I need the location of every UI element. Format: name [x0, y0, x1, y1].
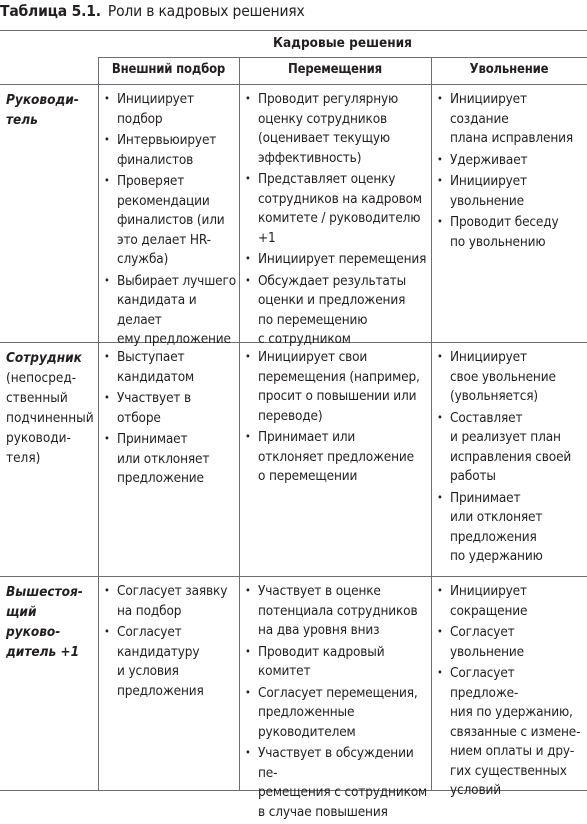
role-name: Сотрудник: [6, 350, 82, 366]
bullet-icon: •: [245, 273, 251, 287]
bullet-icon: •: [437, 490, 443, 504]
role-cell: [6, 90, 94, 130]
bullet-icon: •: [104, 584, 110, 597]
list-item-text: Согласует предложе- ния по удержанию, связанные с измене- нием оплаты и дру- гих существенных условий: [450, 665, 581, 798]
list-item: [103, 430, 236, 489]
list-item-text: Интервьюирует финалистов: [117, 132, 217, 168]
list-item: [436, 90, 584, 149]
list-item: [244, 582, 428, 641]
table-number: Таблица 5.1.: [0, 2, 101, 20]
list-item: [436, 489, 584, 567]
table-cell: [436, 90, 584, 254]
role-cell: [6, 582, 94, 662]
list-item-text: Инициирует сокращение: [450, 583, 528, 619]
role-cell: [6, 348, 94, 468]
table-cell: [103, 90, 236, 352]
list-item-text: Инициирует увольнение: [450, 173, 527, 209]
bullet-icon: •: [245, 92, 251, 105]
list-item: [436, 213, 584, 252]
list-item-text: Инициирует перемещения: [258, 251, 427, 267]
list-item-text: Участвует в оценке потенциала сотрудников на два уровня вниз: [258, 583, 418, 638]
list-item: [244, 90, 428, 168]
list-item-text: Проверяет рекомендации финалистов (или это делает HR- служба): [117, 173, 225, 267]
bullet-icon: •: [104, 92, 110, 105]
list-item-text: Согласует заявку на подбор: [117, 583, 228, 619]
bullet-icon: •: [104, 174, 110, 187]
list-item: [103, 172, 236, 270]
table-cell: [244, 90, 428, 352]
row-divider: [0, 576, 587, 577]
bullet-icon: •: [245, 584, 251, 597]
list-item: [103, 272, 236, 350]
list-item: [103, 348, 236, 387]
column-header-bottom-rule: [0, 84, 587, 85]
list-item: [103, 131, 236, 170]
list-item-text: Проводит регулярную оценку сотрудников (оценивает текущую эффективность): [258, 91, 399, 166]
list-item: [244, 170, 428, 248]
list-item-text: Инициирует свои перемещения (например, просит о повышении или переводе): [258, 349, 420, 424]
list-item-text: Представляет оценку сотрудников на кадровом комитете / руководителю +1: [258, 171, 422, 246]
list-item-text: Обсуждает результаты оценки и предложения по перемещению с сотрудником: [258, 272, 407, 347]
list-item: [244, 272, 428, 350]
list-item: [436, 409, 584, 487]
list-item-text: Инициирует создание плана исправления: [450, 91, 574, 146]
table-cell: [244, 582, 428, 824]
table-cell: [103, 348, 236, 491]
list-item-text: Инициирует свое увольнение (увольняется): [450, 349, 556, 404]
list-item-text: Участвует в отборе: [117, 390, 192, 426]
bullet-icon: •: [104, 350, 110, 363]
bullet-icon: •: [437, 584, 443, 597]
list-item: [103, 90, 236, 129]
bullet-icon: •: [437, 666, 443, 679]
list-item: [244, 744, 428, 822]
list-item-text: Удерживает: [450, 151, 528, 168]
bullet-icon: •: [104, 432, 110, 445]
column-header-top-rule: [98, 57, 587, 58]
table-top-rule: [0, 30, 587, 31]
list-item-text: Выбирает лучшего кандидата и делает ему предложение: [117, 272, 236, 347]
list-item: [436, 172, 584, 211]
table-title: Роли в кадровых решениях: [107, 2, 305, 20]
column-header: Внешний подбор: [111, 62, 226, 77]
list-item: [436, 348, 584, 407]
list-item: [244, 643, 428, 682]
bullet-icon: •: [245, 685, 251, 699]
list-item-text: Проводит кадровый комитет: [258, 643, 385, 679]
bullet-icon: •: [437, 92, 443, 105]
role-name: Вышестоя- щий руково- дитель +1: [6, 584, 83, 660]
bullet-icon: •: [245, 430, 251, 443]
bullet-icon: •: [104, 625, 110, 638]
bullet-icon: •: [437, 215, 443, 228]
list-item: [436, 664, 584, 801]
list-item-text: Согласует кандидатуру и условия предложения: [117, 624, 204, 699]
list-item: [103, 389, 236, 428]
list-item-text: Проводит беседу по увольнению: [450, 214, 559, 250]
list-item-text: Согласует увольнение: [450, 624, 524, 660]
bullet-icon: •: [437, 174, 443, 187]
list-item: [103, 623, 236, 701]
bullet-icon: •: [245, 350, 251, 363]
bullet-icon: •: [437, 350, 443, 363]
list-item: [103, 582, 236, 621]
bullet-icon: •: [104, 133, 110, 146]
bullet-icon: •: [437, 410, 443, 424]
list-item: [244, 684, 428, 743]
column-divider: [431, 57, 432, 790]
list-item-text: Принимает или отклоняет предложение: [117, 431, 210, 486]
column-divider: [239, 57, 240, 790]
list-item: [436, 623, 584, 662]
bullet-icon: •: [437, 152, 443, 166]
list-item: [244, 348, 428, 426]
list-item: [436, 151, 584, 171]
list-item-text: Инициирует подбор: [117, 91, 194, 127]
table-cell: [436, 348, 584, 569]
list-item-text: Принимает или отклоняет предложения по удержанию: [450, 489, 543, 564]
column-header: Увольнение: [469, 62, 549, 77]
bullet-icon: •: [437, 625, 443, 638]
bullet-icon: •: [245, 252, 251, 265]
table-cell: [244, 348, 428, 489]
bullet-icon: •: [104, 391, 110, 404]
list-item-text: Принимает или отклоняет предложение о перемещении: [258, 429, 414, 484]
list-item: [244, 428, 428, 487]
table-cell: [436, 582, 584, 803]
bullet-icon: •: [245, 172, 251, 185]
list-item-text: Выступает кандидатом: [117, 349, 195, 385]
column-divider: [98, 57, 99, 790]
bullet-icon: •: [245, 746, 251, 759]
table-cell: [103, 582, 236, 703]
bullet-icon: •: [245, 644, 251, 658]
list-item-text: Согласует перемещения, предложенные руководителем: [258, 684, 418, 740]
list-item-text: Составляет и реализует план исправления своей работы: [450, 409, 572, 484]
role-note: (непосред- ственный подчиненный руководи- теля): [6, 370, 94, 466]
role-name: Руководи- тель: [6, 92, 79, 128]
list-item-text: Участвует в обсуждении пе- ремещения с сотрудником в случае повышения: [258, 745, 428, 820]
list-item: [436, 582, 584, 621]
list-item: [244, 250, 428, 270]
column-header: Перемещения: [288, 62, 382, 77]
bullet-icon: •: [104, 273, 110, 287]
group-header: Кадровые решения: [273, 35, 412, 51]
